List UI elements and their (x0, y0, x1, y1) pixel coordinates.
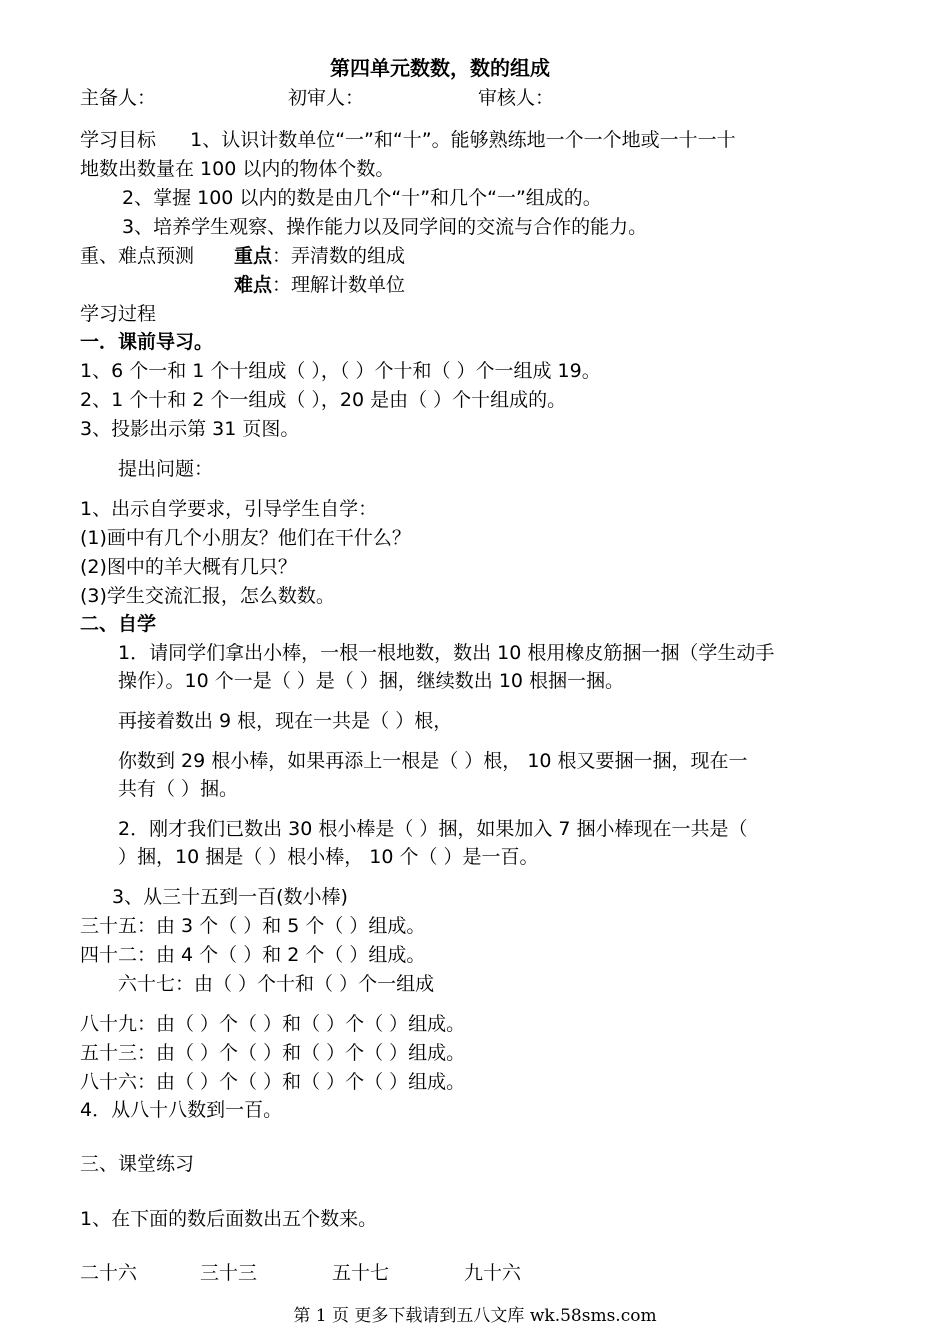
key-label: 重、难点预测 (80, 245, 195, 267)
s2-composition-4: 八十九：由（ ）个（ ）和（ ）个（ ）组成。 (80, 1013, 466, 1035)
s1-question-2: 2、1 个十和 2 个一组成（ ），20 是由（ ）个十组成的。 (80, 389, 567, 411)
document-title: 第四单元数数，数的组成 (330, 56, 550, 80)
s2-composition-5: 五十三：由（ ）个（ ）和（ ）个（ ）组成。 (80, 1042, 466, 1064)
s3-question-1: 1、在下面的数后面数出五个数来。 (80, 1208, 378, 1230)
s1-req-2: (1)画中有几个小朋友？他们在干什么？ (80, 527, 411, 549)
s2-p1d: 你数到 29 根小棒，如果再添上一根是（ ）根， 10 根又要捆一捆，现在一 (118, 750, 748, 772)
s1-ask: 提出问题： (118, 458, 214, 480)
difficulty-text: ：理解计数单位 (272, 274, 406, 296)
goals-label: 学习目标 (80, 129, 157, 151)
focus-text: ：弄清数的组成 (272, 245, 406, 267)
s2-composition-6: 八十六：由（ ）个（ ）和（ ）个（ ）组成。 (80, 1071, 466, 1093)
goal-2: 2、掌握 100 以内的数是由几个“十”和几个“一”组成的。 (122, 187, 602, 209)
number-item: 三十三 (200, 1262, 258, 1284)
number-item: 二十六 (80, 1262, 138, 1284)
s2-p1c: 再接着数出 9 根，现在一共是（ ）根， (118, 710, 453, 732)
s2-p3: 3、从三十五到一百(数小棒) (112, 886, 348, 908)
s1-req-3: (2)图中的羊大概有几只？ (80, 556, 297, 578)
s1-req-1: 1、出示自学要求，引导学生自学： (80, 498, 378, 520)
section-3-heading: 三、课堂练习 (80, 1153, 195, 1175)
s3-number-row (80, 1259, 584, 1287)
s2-p1e: 共有（ ）捆。 (118, 778, 239, 800)
s2-p1a: 1．请同学们拿出小棒，一根一根地数，数出 10 根用橡皮筋捆一捆（学生动手 (118, 642, 775, 664)
goal-1b: 地数出数量在 100 以内的物体个数。 (80, 158, 395, 180)
s1-question-1: 1、6 个一和 1 个十组成（ ），（ ）个十和（ ）个一组成 19。 (80, 360, 601, 382)
staff-first: 初审人： (288, 87, 365, 109)
section-1-heading: 一．课前导习。 (80, 331, 214, 353)
s2-p1b: 操作）。10 个一是（ ）是（ ）捆，继续数出 10 根捆一捆。 (118, 670, 625, 692)
page-footer: 第 1 页 更多下载请到五八文库 wk.58sms.com (293, 1306, 657, 1326)
difficulty-line (234, 271, 405, 299)
difficulty-label: 难点 (234, 274, 273, 296)
goal-3: 3、培养学生观察、操作能力以及同学间的交流与合作的能力。 (122, 216, 648, 238)
s2-composition-2: 四十二：由 4 个（ ）和 2 个（ ）组成。 (80, 944, 426, 966)
s2-p2b: ）捆，10 捆是（ ）根小棒， 10 个（ ）是一百。 (118, 846, 539, 868)
number-item: 五十七 (332, 1262, 390, 1284)
s2-composition-1: 三十五：由 3 个（ ）和 5 个（ ）组成。 (80, 915, 426, 937)
key-line (80, 242, 406, 270)
staff-main: 主备人： (80, 87, 157, 109)
s2-composition-3: 六十七：由（ ）个十和（ ）个一组成 (118, 973, 435, 995)
goal-line-1 (80, 126, 736, 154)
staff-line (80, 84, 555, 112)
number-item: 九十六 (464, 1262, 522, 1284)
s2-p2a: 2．刚才我们已数出 30 根小棒是（ ）捆，如果加入 7 捆小棒现在一共是（ (118, 818, 748, 840)
section-2-heading: 二、自学 (80, 613, 157, 635)
s2-p4: 4．从八十八数到一百。 (80, 1099, 283, 1121)
focus-label: 重点 (234, 245, 273, 267)
process-heading: 学习过程 (80, 303, 157, 325)
s1-req-4: (3)学生交流汇报，怎么数数。 (80, 585, 335, 607)
staff-review: 审核人： (478, 87, 555, 109)
s1-question-3: 3、投影出示第 31 页图。 (80, 418, 300, 440)
goal-1a: 1、认识计数单位“一”和“十”。能够熟练地一个一个地或一十一十 (190, 129, 736, 151)
